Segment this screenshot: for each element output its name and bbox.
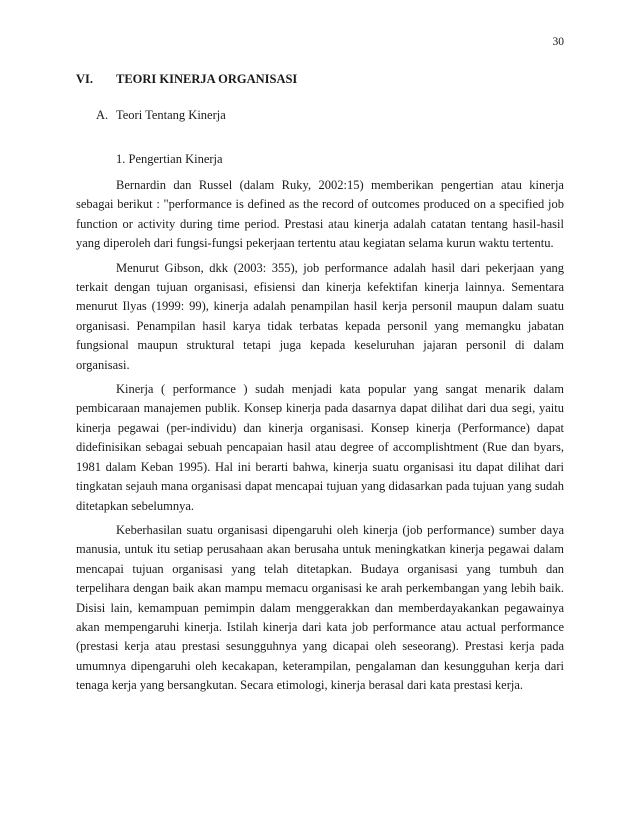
paragraph-3: Kinerja ( performance ) sudah menjadi kata popular yang sangat menarik dalam pembicaraan manajemen publik. Konsep kinerja pada dasarnya dapat dilihat dari dua segi, yaitu kinerja pegawai (per-individu) dan kinerja organisasi. Konsep kinerja (Performance) dapat didefinisikan sebagai sebuah pencapaian hasil atau degree of accomplishtment (Rue dan byars, 1981 dalam Keban 1995). Hal ini berarti bahwa, kinerja suatu organisasi itu dapat dilihat dari tingkatan sejauh mana organisasi dapat mencapai tujuan yang didasarkan pada tujuan yang sudah ditetapkan sebelumnya.	[76, 382, 564, 513]
paragraph-1: Bernardin dan Russel (dalam Ruky, 2002:15) memberikan pengertian atau kinerja sebagai berikut : "performance is defined as the record of outcomes produced on a specified job function or activity during time period. Prestasi atau kinerja adalah catatan tentang hasil-hasil yang diperoleh dari fungsi-fungsi pekerjaan tertentu atau kegiatan selama kurun waktu tertentu.	[76, 178, 564, 251]
chapter-number: VI.	[76, 72, 94, 86]
chapter-title: TEORI KINERJA ORGANISASI	[116, 72, 298, 86]
paragraph-4: Keberhasilan suatu organisasi dipengaruhi oleh kinerja (job performance) sumber daya manusia, untuk itu setiap perusahaan akan berusaha untuk meningkatkan kinerja pegawai dalam mencapai tujuan organisasi yang telah ditetapkan. Budaya organisasi yang tumbuh dan terpelihara dengan baik akan mampu memacu organisasi ke arah perkembangan yang lebih baik. Disisi lain, kemampuan pemimpin dalam menggerakkan dan memberdayakankan pegawainya akan mempengaruhi kinerja. Istilah kinerja dari kata job performance atau actual performance (prestasi kerja atau prestasi sesungguhnya yang dicapai oleh seseorang). Prestasi kerja pada umumnya dipengaruhi oleh kecakapan, keterampilan, pengalaman dan kesungguhan kerja dari tenaga kerja yang bersangkutan. Secara etimologi, kinerja berasal dari kata prestasi kerja.	[76, 522, 564, 693]
section-heading	[96, 108, 226, 123]
section-letter: A.	[96, 108, 109, 122]
subsection-heading: 1. Pengertian Kinerja	[116, 152, 223, 166]
page-number: 30	[552, 36, 564, 48]
chapter-heading	[76, 72, 297, 87]
section-title: Teori Tentang Kinerja	[116, 108, 226, 122]
paragraph-2: Menurut Gibson, dkk (2003: 355), job performance adalah hasil dari pekerjaan yang terkait dengan tujuan organisasi, efisiensi dan kinerja kefektifan kinerja lainnya. Sementara menurut Ilyas (1999: 99), kinerja adalah penampilan hasil kerja personil maupun dalam suatu organisasi. Penampilan hasil karya tidak terbatas kepada personil yang memangku jabatan fungsional maupun struktural tetapi juga kepada keseluruhan jajaran personil di dalam organisasi.	[76, 260, 564, 372]
body-text	[76, 176, 564, 701]
